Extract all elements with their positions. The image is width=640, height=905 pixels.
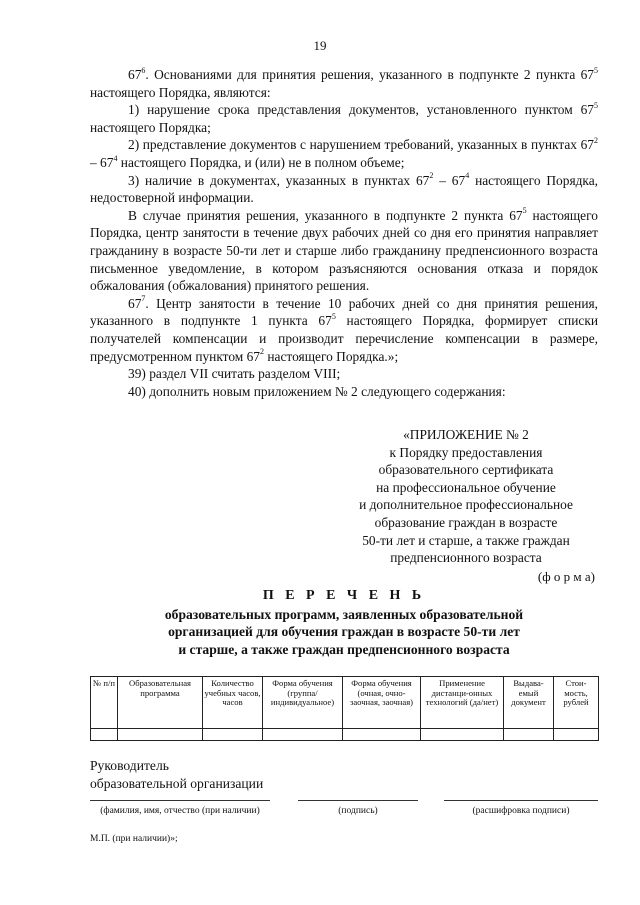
table-header-row: [91, 677, 599, 729]
table-row: [91, 729, 599, 741]
manager-line: образовательной организации: [90, 776, 264, 791]
column-header-hours: Количество учебных часов, часов: [203, 677, 263, 729]
seal-note: М.П. (при наличии)»;: [90, 834, 178, 844]
heading-line: организацией для обучения граждан в возрасте 50-ти лет: [168, 624, 520, 639]
list-item-2: 2) представление документов с нарушением требований, указанных в пунктах $67^2 - 67^4$ настоящего Порядка, и (или) не в полном объеме;: [90, 135, 598, 170]
appendix-line: и дополнительное профессиональное: [359, 497, 573, 513]
page-number: 19: [313, 38, 327, 53]
list-item-3: 3) наличие в документах, указанных в пунктах $67^2 - 67^4$ настоящего Порядка, недостоверной информации.: [90, 171, 599, 206]
form-label: (ф о р м а): [537, 569, 595, 584]
appendix-line: «ПРИЛОЖЕНИЕ № 2: [403, 427, 529, 442]
table-cell: [343, 729, 421, 741]
column-header-study-form: Форма обучения (очная, очно-заочная, заочная): [343, 677, 421, 729]
appendix-line: образование граждан в возрасте: [374, 514, 558, 530]
decode-caption: (расшифровка подписи): [472, 806, 570, 816]
list-item-1: 1) нарушение срока представления документов, установленного пунктом $67^5$ настоящего Порядка;: [90, 100, 598, 135]
manager-line: Руководитель: [90, 758, 169, 773]
column-header-cost: Стои-мость, рублей: [554, 677, 599, 729]
appendix-line: к Порядку предоставления: [389, 444, 543, 460]
appendix-line: образовательного сертификата: [378, 462, 554, 478]
heading-line: и старше, а также граждан предпенсионного возраста: [178, 641, 510, 657]
table-cell: [554, 729, 599, 741]
heading-line: образовательных программ, заявленных образовательной: [164, 606, 524, 622]
body-text: [90, 66, 598, 400]
decode-signature-line: [444, 800, 598, 801]
appendix-line: на профессиональное обучение: [376, 479, 556, 495]
list-heading: [90, 587, 598, 658]
table-cell: [203, 729, 263, 741]
sign-caption: (подпись): [338, 806, 378, 816]
heading-title: П Е Р Е Ч Е Н Ь: [262, 588, 426, 603]
table-cell: [421, 729, 504, 741]
paragraph-67-6: $67^6$. Основаниями для принятия решения, указанного в подпункте 2 пункта $67^5$ настоящего Порядка, являются:: [90, 65, 598, 100]
list-item-39: 39) раздел VII считать разделом VIII;: [128, 366, 341, 382]
column-header-distance: Применение дистанци-онных технологий (да/нет): [421, 677, 504, 729]
table-cell: [91, 729, 118, 741]
column-header-program: Образовательная программа: [118, 677, 203, 729]
appendix-line: 50-ти лет и старше, а также граждан: [362, 532, 570, 548]
appendix-line: предпенсионного возраста: [390, 550, 542, 566]
column-header-document: Выдава-емый документ: [504, 677, 554, 729]
name-signature-line: [90, 800, 270, 801]
table-cell: [504, 729, 554, 741]
table-cell: [118, 729, 203, 741]
sign-signature-line: [298, 800, 418, 801]
column-header-number: № п/п: [91, 677, 118, 729]
name-caption: (фамилия, имя, отчество (при наличии): [100, 806, 260, 816]
appendix-block: [330, 426, 602, 567]
list-item-40: 40) дополнить новым приложением № 2 следующего содержания:: [128, 383, 506, 399]
paragraph-refusal-case: В случае принятия решения, указанного в подпункте 2 пункта $67^5$ настоящего Порядка, центр занятости в течение двух рабочих дней со дня его принятия направляет гражданину в возрасте 50-ти лет и старше либо гражданину предпенсионного возраста письменное уведомление, в котором разъясняются основания отказа и порядок обжалования (обжалования) принятого решения.: [90, 206, 598, 294]
table-cell: [263, 729, 343, 741]
paragraph-67-7: $67^7$. Центр занятости в течение 10 рабочих дней со дня принятия решения, указанного в подпункте 1 пункта $67^5$ настоящего Порядка, формирует списки получателей компенсации и производит перечисление компенсации в размере, предусмотренном пунктом $67^2$ настоящего Порядка.»;: [90, 294, 598, 364]
manager-title: [90, 757, 263, 793]
programs-table: [90, 676, 599, 741]
column-header-group-form: Форма обучения (группа/ индивидуальное): [263, 677, 343, 729]
